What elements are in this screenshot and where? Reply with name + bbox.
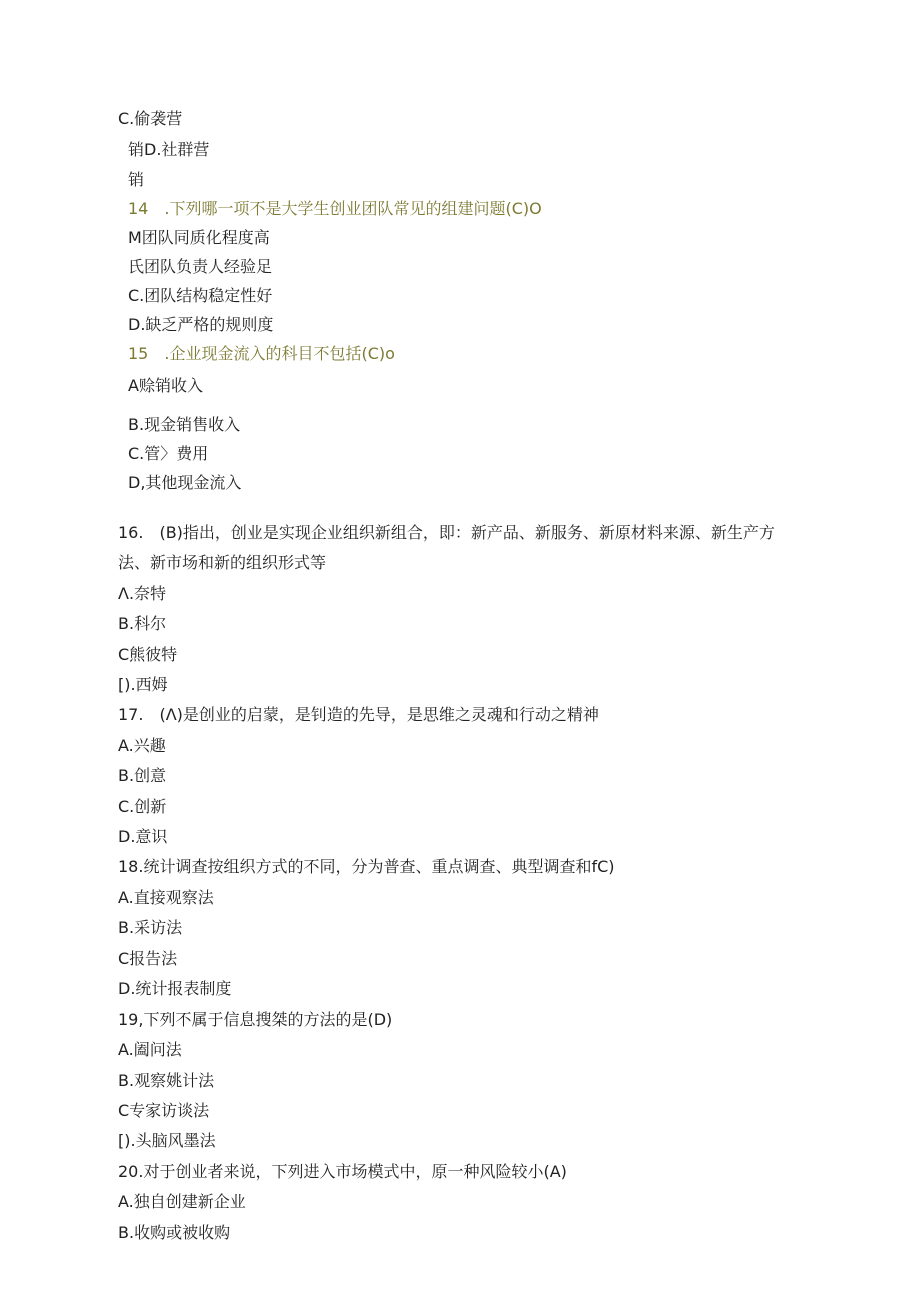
q20-option-a: A.独自创建新企业 (118, 1192, 246, 1211)
q19-option-d: [).头脑风墨法 (118, 1131, 216, 1150)
q19-option-a: A.阖问法 (118, 1040, 182, 1059)
question-15: 15 .企业现金流入的科目不包括(C)o (128, 344, 395, 363)
q20-option-b: B.收购或被收购 (118, 1223, 231, 1242)
q14-option-d: D.缺乏严格的规则度 (128, 315, 274, 334)
question-18: 18.统计调查按组织方式的不同，分为普查、重点调查、典型调查和fC) (118, 857, 615, 876)
q14-option-b: 氏团队负责人经验足 (128, 257, 273, 276)
option-d-line: 销D.社群营 (128, 140, 210, 159)
q18-option-d: D.统计报表制度 (118, 979, 232, 998)
q15-option-a: A赊销收入 (128, 376, 203, 395)
q16-option-c: C熊彼特 (118, 645, 178, 664)
question-20: 20.对于创业者来说，下列进入市场模式中，原一种风险较小(A) (118, 1162, 567, 1181)
q18-option-b: B.采访法 (118, 918, 183, 937)
q15-option-b: B.现金销售收入 (128, 415, 241, 434)
question-16: 16. (B)指出，创业是实现企业组织新组合，即：新产品、新服务、新原材料来源、新生产方 (118, 523, 775, 542)
q14-option-c: C.团队结构稳定性好 (128, 286, 273, 305)
q17-option-d: D.意识 (118, 827, 168, 846)
question-16-continuation: 法、新市场和新的组织形式等 (118, 553, 327, 572)
q19-option-b: B.观察姚计法 (118, 1071, 215, 1090)
q15-option-c: C.管〉费用 (128, 444, 209, 463)
q17-option-c: C.创新 (118, 797, 167, 816)
q17-option-a: A.兴趣 (118, 736, 166, 755)
q18-option-a: A.直接观察法 (118, 888, 214, 907)
q19-option-c: C专家访谈法 (118, 1101, 210, 1120)
q17-option-b: B.创意 (118, 766, 167, 785)
q16-option-d: [).西姆 (118, 675, 168, 694)
question-19: 19,下列不属于信息搜桀的方法的是(D) (118, 1010, 393, 1029)
q16-option-b: B.科尔 (118, 614, 167, 633)
q14-option-a: M团队同质化程度高 (128, 228, 270, 247)
q16-option-a: Λ.奈特 (118, 584, 167, 603)
option-c-line: C.偷袭营 (118, 109, 183, 128)
q18-option-c: C报告法 (118, 949, 178, 968)
question-14: 14 .下列哪一项不是大学生创业团队常见的组建问题(C)O (128, 199, 542, 218)
option-continuation-line: 销 (128, 170, 145, 189)
q15-option-d: D,其他现金流入 (128, 473, 242, 492)
question-17: 17. (Λ)是创业的启蒙，是钊造的先导，是思维之灵魂和行动之精神 (118, 705, 599, 724)
